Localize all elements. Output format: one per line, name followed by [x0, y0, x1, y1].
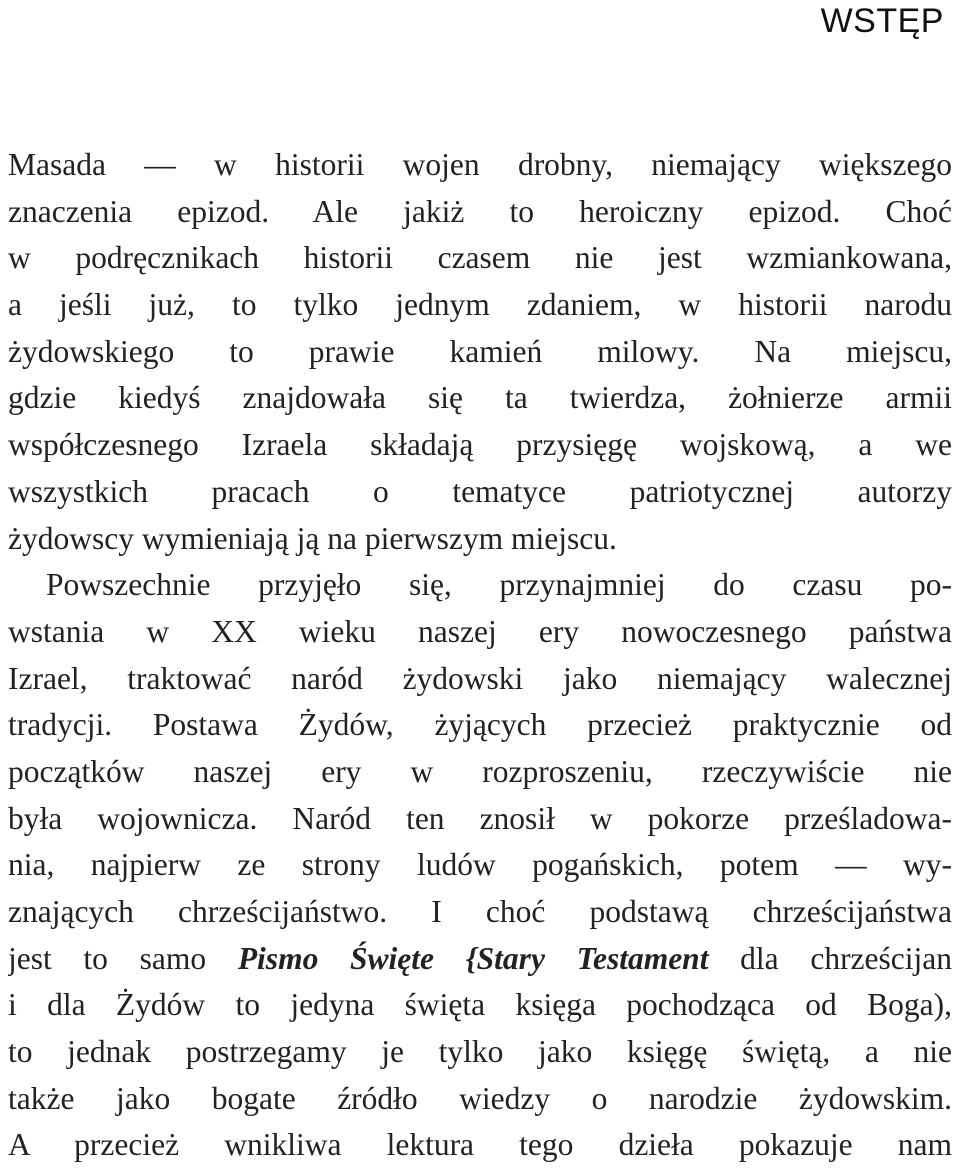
text-line: gdzie kiedyś znajdowała się ta twierdza, żołnierze armii	[8, 380, 952, 416]
text-line: wstania w XX wieku naszej ery nowoczesnego państwa	[8, 613, 952, 649]
text-fragment: dla chrześcijan	[708, 940, 952, 976]
text-line: żydowskiego to prawie kamień milowy. Na miejscu,	[8, 333, 952, 369]
text-line: nia, najpierw ze strony ludów pogańskich, potem — wy-	[8, 847, 952, 883]
text-line: Izrael, traktować naród żydowski jako niemający walecznej	[8, 660, 952, 696]
page-heading: WSTĘP	[820, 2, 944, 40]
text-line: znających chrześcijaństwo. I choć podstawą chrześcijaństwa	[8, 894, 952, 929]
text-line: początków naszej ery w rozproszeniu, rzeczywiście nie	[8, 753, 952, 789]
text-line: wszystkich pracach o tematyce patriotycznej autorzy	[8, 473, 952, 509]
text-line: współczesnego Izraela składają przysięgę wojskową, a we	[8, 427, 952, 463]
body-text	[8, 142, 952, 1169]
text-line: A przecież wnikliwa lektura tego dzieła pokazuje nam	[8, 1127, 952, 1163]
text-line-with-title	[8, 936, 952, 983]
scripture-title: Pismo Święte {Stary Testament	[237, 940, 709, 976]
text-line: w podręcznikach historii czasem nie jest wzmiankowana,	[8, 240, 952, 276]
text-line: to jednak postrzegamy je tylko jako księgę świętą, a nie	[8, 1034, 952, 1070]
paragraph-start-line: Powszechnie przyjęło się, przynajmniej do czasu po-	[46, 567, 952, 603]
paragraph-end-line: żydowscy wymieniają ją na pierwszym miejscu.	[8, 520, 617, 556]
text-line: także jako bogate źródło wiedzy o narodzie żydowskim.	[8, 1080, 952, 1116]
text-line: tradycji. Postawa Żydów, żyjących przecież praktycznie od	[8, 707, 952, 743]
text-line: była wojownicza. Naród ten znosił w pokorze prześladowa-	[8, 800, 952, 836]
text-line: a jeśli już, to tylko jednym zdaniem, w historii narodu	[8, 287, 952, 323]
text-line: znaczenia epizod. Ale jakiż to heroiczny epizod. Choć	[8, 193, 952, 229]
text-fragment: jest to samo	[8, 940, 238, 976]
text-line: Masada — w historii wojen drobny, niemający większego	[8, 147, 952, 182]
text-line: i dla Żydów to jedyna święta księga pochodząca od Boga),	[8, 987, 952, 1023]
